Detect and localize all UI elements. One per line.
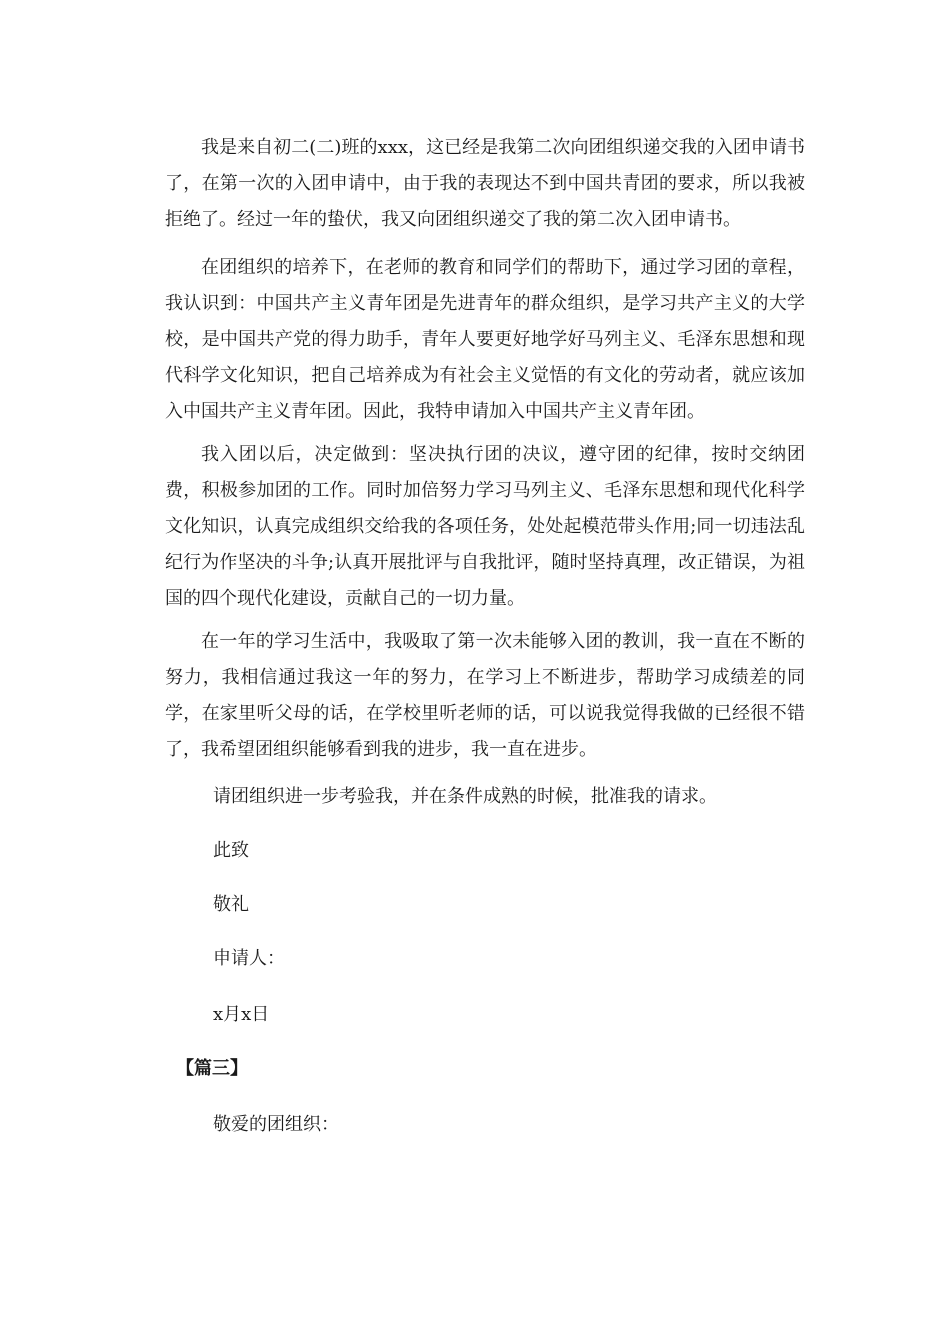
closing-salutation: 此致 xyxy=(213,840,249,861)
section-heading: 【篇三】 xyxy=(176,1058,248,1079)
paragraph-3: 我入团以后，决定做到：坚决执行团的决议，遵守团的纪律，按时交纳团费，积极参加团的工作。同时加倍努力学习马列主义、毛泽东思想和现代化科学文化知识，认真完成组织交给我的各项任务，处处起模范带头作用;同一切违法乱纪行为作坚决的斗争;认真开展批评与自我批评，随时坚持真理，改正错误，为祖国的四个现代化建设，贡献自己的一切力量。 xyxy=(165,444,805,609)
closing-regards: 敬礼 xyxy=(213,894,249,915)
paragraph-2: 在团组织的培养下，在老师的教育和同学们的帮助下，通过学习团的章程，我认识到：中国共产主义青年团是先进青年的群众组织，是学习共产主义的大学校，是中国共产党的得力助手，青年人要更好地学好马列主义、毛泽东思想和现代科学文化知识，把自己培养成为有社会主义觉悟的有文化的劳动者，就应该加入中国共产主义青年团。因此，我特申请加入中国共产主义青年团。 xyxy=(165,257,805,422)
applicant-label: 申请人： xyxy=(213,948,285,969)
date-line: x月x日 xyxy=(213,1004,270,1025)
paragraph-4: 在一年的学习生活中，我吸取了第一次未能够入团的教训，我一直在不断的努力，我相信通过我这一年的努力，在学习上不断进步，帮助学习成绩差的同学，在家里听父母的话，在学校里听老师的话，可以说我觉得我做的已经很不错了，我希望团组织能够看到我的进步，我一直在进步。 xyxy=(165,631,805,760)
salutation: 敬爱的团组织： xyxy=(213,1114,339,1135)
paragraph-1: 我是来自初二(二)班的xxx，这已经是我第二次向团组织递交我的入团申请书了，在第一次的入团申请中，由于我的表现达不到中国共青团的要求，所以我被拒绝了。经过一年的蛰伏，我又向团组织递交了我的第二次入团申请书。 xyxy=(165,137,805,230)
request-line: 请团组织进一步考验我，并在条件成熟的时候，批准我的请求。 xyxy=(213,786,717,807)
